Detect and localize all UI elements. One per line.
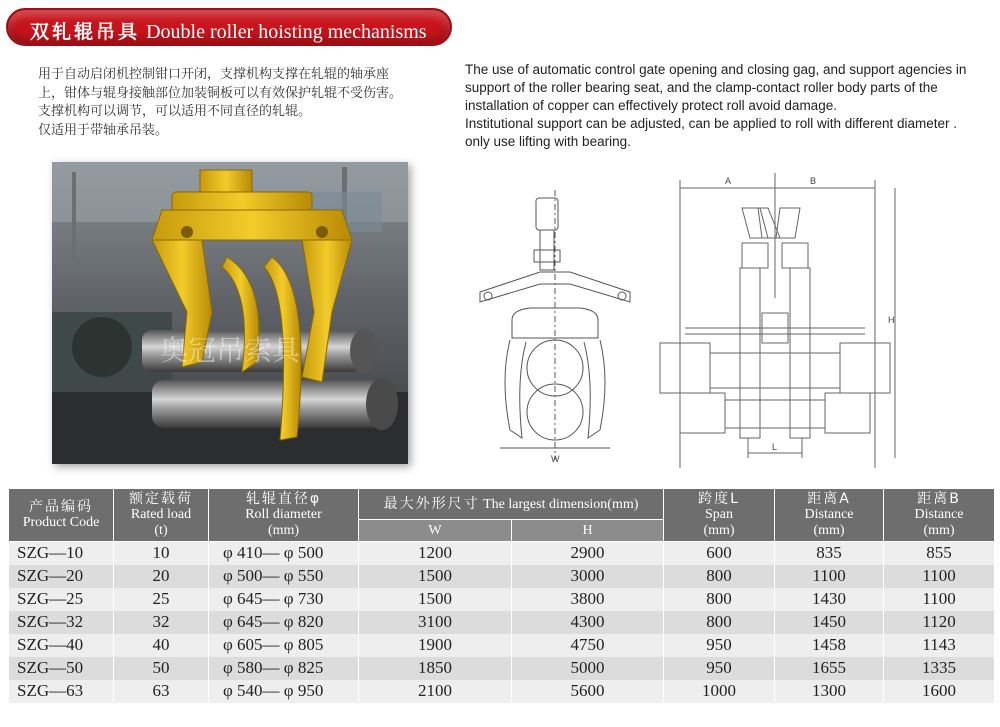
cell-h: 4300 xyxy=(512,611,664,634)
description-en xyxy=(465,61,995,151)
header-roll-diameter xyxy=(209,489,359,542)
cell-code: SZG—50 xyxy=(9,657,114,680)
front-h-label: H xyxy=(888,315,895,325)
front-l-label: L xyxy=(772,442,778,452)
desc-en-line: installation of copper can effectively protect roll avoid damage. xyxy=(465,98,837,113)
cell-a: 1458 xyxy=(775,634,884,657)
cell-code: SZG—40 xyxy=(9,634,114,657)
cell-w: 2100 xyxy=(359,680,512,703)
cell-h: 3800 xyxy=(512,588,664,611)
cell-b: 1335 xyxy=(884,657,995,680)
cell-a: 1100 xyxy=(775,565,884,588)
side-view-drawing xyxy=(470,180,640,470)
header-product-code-cn: 产品编码 xyxy=(29,499,93,515)
desc-cn-line: 支撑机构可以调节，可以适用不同直径的轧辊。 xyxy=(38,104,312,119)
cell-diameter: φ 605— φ 805 xyxy=(209,634,359,657)
cell-diameter: φ 645— φ 820 xyxy=(209,611,359,634)
table-row xyxy=(9,680,995,703)
cell-load: 63 xyxy=(114,680,209,703)
header-distance-a-unit: (mm) xyxy=(813,523,845,538)
header-distance-b-unit: (mm) xyxy=(923,523,955,538)
cell-load: 25 xyxy=(114,588,209,611)
header-dimension-cn: 最大外形尺寸 xyxy=(383,495,480,512)
table-row xyxy=(9,542,995,565)
cell-load: 50 xyxy=(114,657,209,680)
cell-a: 1450 xyxy=(775,611,884,634)
desc-en-line: The use of automatic control gate opening and closing gag, and support agencies in xyxy=(465,62,967,77)
front-view-svg xyxy=(650,168,900,468)
header-distance-a xyxy=(775,489,884,542)
table-row xyxy=(9,657,995,680)
cell-a: 835 xyxy=(775,542,884,565)
header-h: H xyxy=(512,520,664,542)
cell-h: 5000 xyxy=(512,657,664,680)
header-product-code xyxy=(9,489,114,542)
table-row xyxy=(9,588,995,611)
cell-code: SZG—10 xyxy=(9,542,114,565)
cell-h: 4750 xyxy=(512,634,664,657)
cell-b: 1143 xyxy=(884,634,995,657)
desc-cn-line: 上，钳体与辊身接触部位加装铜板可以有效保护轧辊不受伤害。 xyxy=(38,85,403,101)
table-header-row xyxy=(9,489,995,520)
front-view-drawing xyxy=(650,168,900,468)
cell-diameter: φ 580— φ 825 xyxy=(209,657,359,680)
title-cn: 双轧辊吊具 xyxy=(30,21,141,43)
cell-w: 1200 xyxy=(359,542,512,565)
front-a-label: A xyxy=(725,176,732,186)
title-banner xyxy=(6,8,452,46)
cell-span: 600 xyxy=(664,542,775,565)
cell-a: 1300 xyxy=(775,680,884,703)
desc-cn-line: 用于自动启闭机控制钳口开闭，支撑机构支撑在轧辊的轴承座 xyxy=(38,67,390,82)
table-row xyxy=(9,565,995,588)
header-rated-load xyxy=(114,489,209,542)
cell-code: SZG—63 xyxy=(9,680,114,703)
product-photo xyxy=(52,162,408,464)
table-row xyxy=(9,611,995,634)
header-span-unit: (mm) xyxy=(703,523,735,538)
cell-diameter: φ 540— φ 950 xyxy=(209,680,359,703)
desc-cn-line: 仅适用于带轴承吊装。 xyxy=(38,122,169,138)
desc-en-line: support of the roller bearing seat, and the clamp-contact roller body parts of the xyxy=(465,80,938,95)
spec-table xyxy=(8,488,995,703)
front-b-label: B xyxy=(810,176,817,186)
cell-diameter: φ 500— φ 550 xyxy=(209,565,359,588)
cell-load: 20 xyxy=(114,565,209,588)
header-roll-diameter-cn: 轧辊直径φ xyxy=(245,491,322,507)
cell-h: 5600 xyxy=(512,680,664,703)
header-product-code-en: Product Code xyxy=(22,515,100,530)
description-cn xyxy=(38,66,458,140)
cell-h: 2900 xyxy=(512,542,664,565)
cell-w: 1850 xyxy=(359,657,512,680)
cell-span: 800 xyxy=(664,588,775,611)
header-distance-a-en: Distance xyxy=(804,507,854,522)
desc-en-line: only use lifting with bearing. xyxy=(465,134,631,149)
product-photo-illustration xyxy=(52,162,408,464)
cell-w: 3100 xyxy=(359,611,512,634)
cell-span: 800 xyxy=(664,611,775,634)
header-distance-b-cn: 距离B xyxy=(917,491,961,507)
header-distance-b-en: Distance xyxy=(914,507,964,522)
side-w-label: W xyxy=(551,454,560,464)
photo-watermark: 奥冠吊索具 xyxy=(159,334,301,367)
cell-load: 10 xyxy=(114,542,209,565)
cell-b: 1120 xyxy=(884,611,995,634)
cell-span: 950 xyxy=(664,634,775,657)
cell-code: SZG—32 xyxy=(9,611,114,634)
header-roll-diameter-unit: (mm) xyxy=(267,523,300,538)
cell-b: 1100 xyxy=(884,588,995,611)
cell-span: 1000 xyxy=(664,680,775,703)
header-rated-load-en: Rated load xyxy=(130,507,192,522)
desc-en-line: Institutional support can be adjusted, can be applied to roll with different diameter . xyxy=(465,116,958,131)
cell-a: 1430 xyxy=(775,588,884,611)
cell-b: 1100 xyxy=(884,565,995,588)
cell-diameter: φ 410— φ 500 xyxy=(209,542,359,565)
page-title xyxy=(30,17,427,44)
cell-code: SZG—25 xyxy=(9,588,114,611)
title-en: Double roller hoisting mechanisms xyxy=(146,21,427,43)
header-span-cn: 跨度L xyxy=(698,491,740,507)
cell-diameter: φ 645— φ 730 xyxy=(209,588,359,611)
cell-w: 1500 xyxy=(359,588,512,611)
cell-a: 1655 xyxy=(775,657,884,680)
cell-h: 3000 xyxy=(512,565,664,588)
cell-w: 1500 xyxy=(359,565,512,588)
header-dimension-en: The largest dimension(mm) xyxy=(483,496,639,512)
header-distance-b xyxy=(884,489,995,542)
header-w: W xyxy=(359,520,512,542)
table-row xyxy=(9,634,995,657)
cell-load: 40 xyxy=(114,634,209,657)
cell-b: 855 xyxy=(884,542,995,565)
header-roll-diameter-en: Roll diameter xyxy=(245,507,322,522)
side-view-svg xyxy=(470,180,640,470)
cell-b: 1600 xyxy=(884,680,995,703)
header-span xyxy=(664,489,775,542)
cell-span: 950 xyxy=(664,657,775,680)
header-largest-dimension xyxy=(359,489,664,520)
header-distance-a-cn: 距离A xyxy=(807,491,851,507)
header-span-en: Span xyxy=(705,507,734,522)
header-rated-load-cn: 额定载荷 xyxy=(129,491,193,507)
header-rated-load-unit: (t) xyxy=(154,523,168,538)
cell-load: 32 xyxy=(114,611,209,634)
cell-span: 800 xyxy=(664,565,775,588)
cell-code: SZG—20 xyxy=(9,565,114,588)
cell-w: 1900 xyxy=(359,634,512,657)
